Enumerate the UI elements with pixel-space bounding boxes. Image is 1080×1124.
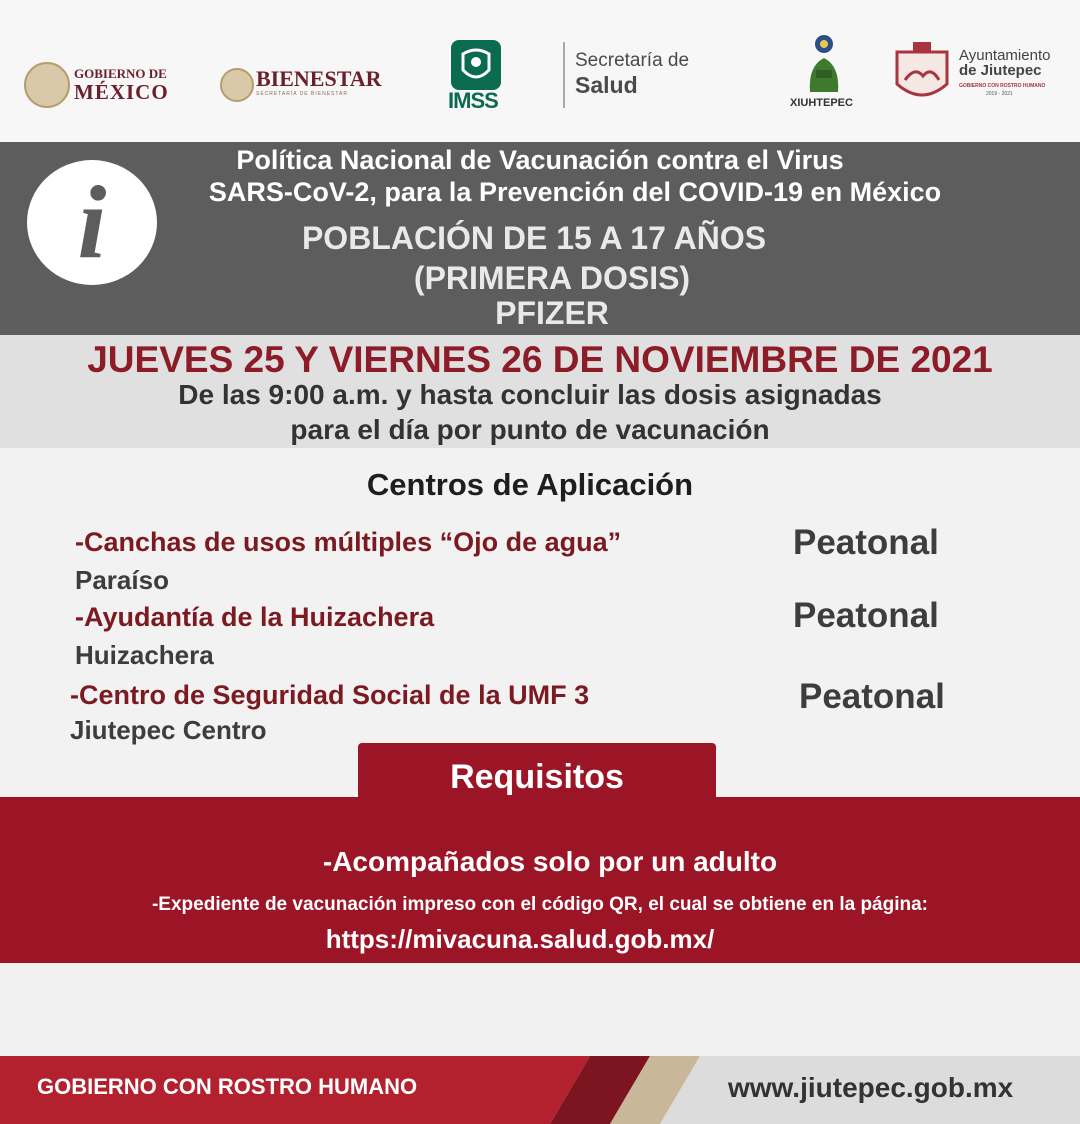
hours-line2: para el día por punto de vacunación	[290, 414, 770, 445]
bienestar-logo-text: BIENESTAR	[256, 66, 382, 91]
site-area-2: Huizachera	[75, 640, 214, 670]
dose-label: (PRIMERA DOSIS)	[413, 260, 691, 296]
site-mode-1: Peatonal	[793, 523, 939, 562]
gobierno-mexico-line1: GOBIERNO DE	[74, 66, 167, 81]
jiutepec-line4: 2019 - 2021	[986, 91, 1013, 97]
salud-line2: Salud	[575, 72, 638, 98]
policy-title-line1: Política Nacional de Vacunación contra el Virus	[236, 145, 844, 175]
requirement-adult: -Acompañados solo por un adulto	[322, 846, 778, 877]
salud-divider	[563, 42, 565, 108]
jiutepec-line1: Ayuntamiento	[959, 47, 1051, 64]
jiutepec-line3: GOBIERNO CON ROSTRO HUMANO	[959, 83, 1046, 89]
mexico-seal-icon	[24, 62, 70, 108]
site-name-1: -Canchas de usos múltiples “Ojo de agua”	[75, 527, 622, 557]
site-area-1: Paraíso	[75, 565, 169, 595]
requirement-qr: -Expediente de vacunación impreso con el código QR, el cual se obtiene en la página:	[151, 894, 929, 915]
xiuhtepec-label: XIUHTEPEC	[790, 97, 853, 109]
population-label: POBLACIÓN DE 15 A 17 AÑOS	[301, 220, 767, 256]
hours-line1: De las 9:00 a.m. y hasta concluir las dosis asignadas	[178, 379, 882, 410]
site-name-3: -Centro de Seguridad Social de la UMF 3	[70, 680, 590, 710]
site-area-3: Jiutepec Centro	[70, 715, 267, 745]
footer-website[interactable]: www.jiutepec.gob.mx	[728, 1072, 1014, 1103]
salud-line1: Secretaría de	[575, 50, 690, 71]
xiuhtepec-glyph-icon	[800, 32, 848, 96]
imss-logo-text: IMSS	[448, 88, 498, 113]
gobierno-mexico-line2: MÉXICO	[74, 80, 169, 104]
policy-title-line2: SARS-CoV-2, para la Prevención del COVID-19 en México	[208, 177, 942, 207]
site-mode-3: Peatonal	[799, 677, 945, 716]
imss-emblem-icon	[451, 40, 501, 90]
bienestar-seal-icon	[220, 68, 254, 102]
vaccination-dates: JUEVES 25 Y VIERNES 26 DE NOVIEMBRE DE 2021	[87, 339, 993, 380]
footer-slogan: GOBIERNO CON ROSTRO HUMANO	[37, 1074, 418, 1099]
footer-bar	[0, 1056, 1080, 1124]
jiutepec-shield-icon	[893, 40, 951, 108]
site-mode-2: Peatonal	[793, 596, 939, 635]
centros-heading: Centros de Aplicación	[366, 467, 694, 502]
mivacuna-link[interactable]: https://mivacuna.salud.gob.mx/	[325, 924, 715, 954]
info-icon: i	[77, 165, 107, 280]
jiutepec-line2: de Jiutepec	[959, 62, 1042, 79]
logo-header	[0, 0, 1080, 142]
bienestar-subtitle: SECRETARÍA DE BIENESTAR	[256, 91, 348, 97]
requisitos-heading: Requisitos	[450, 758, 624, 796]
site-name-2: -Ayudantía de la Huizachera	[75, 602, 435, 632]
vaccine-label: PFIZER	[495, 295, 609, 331]
